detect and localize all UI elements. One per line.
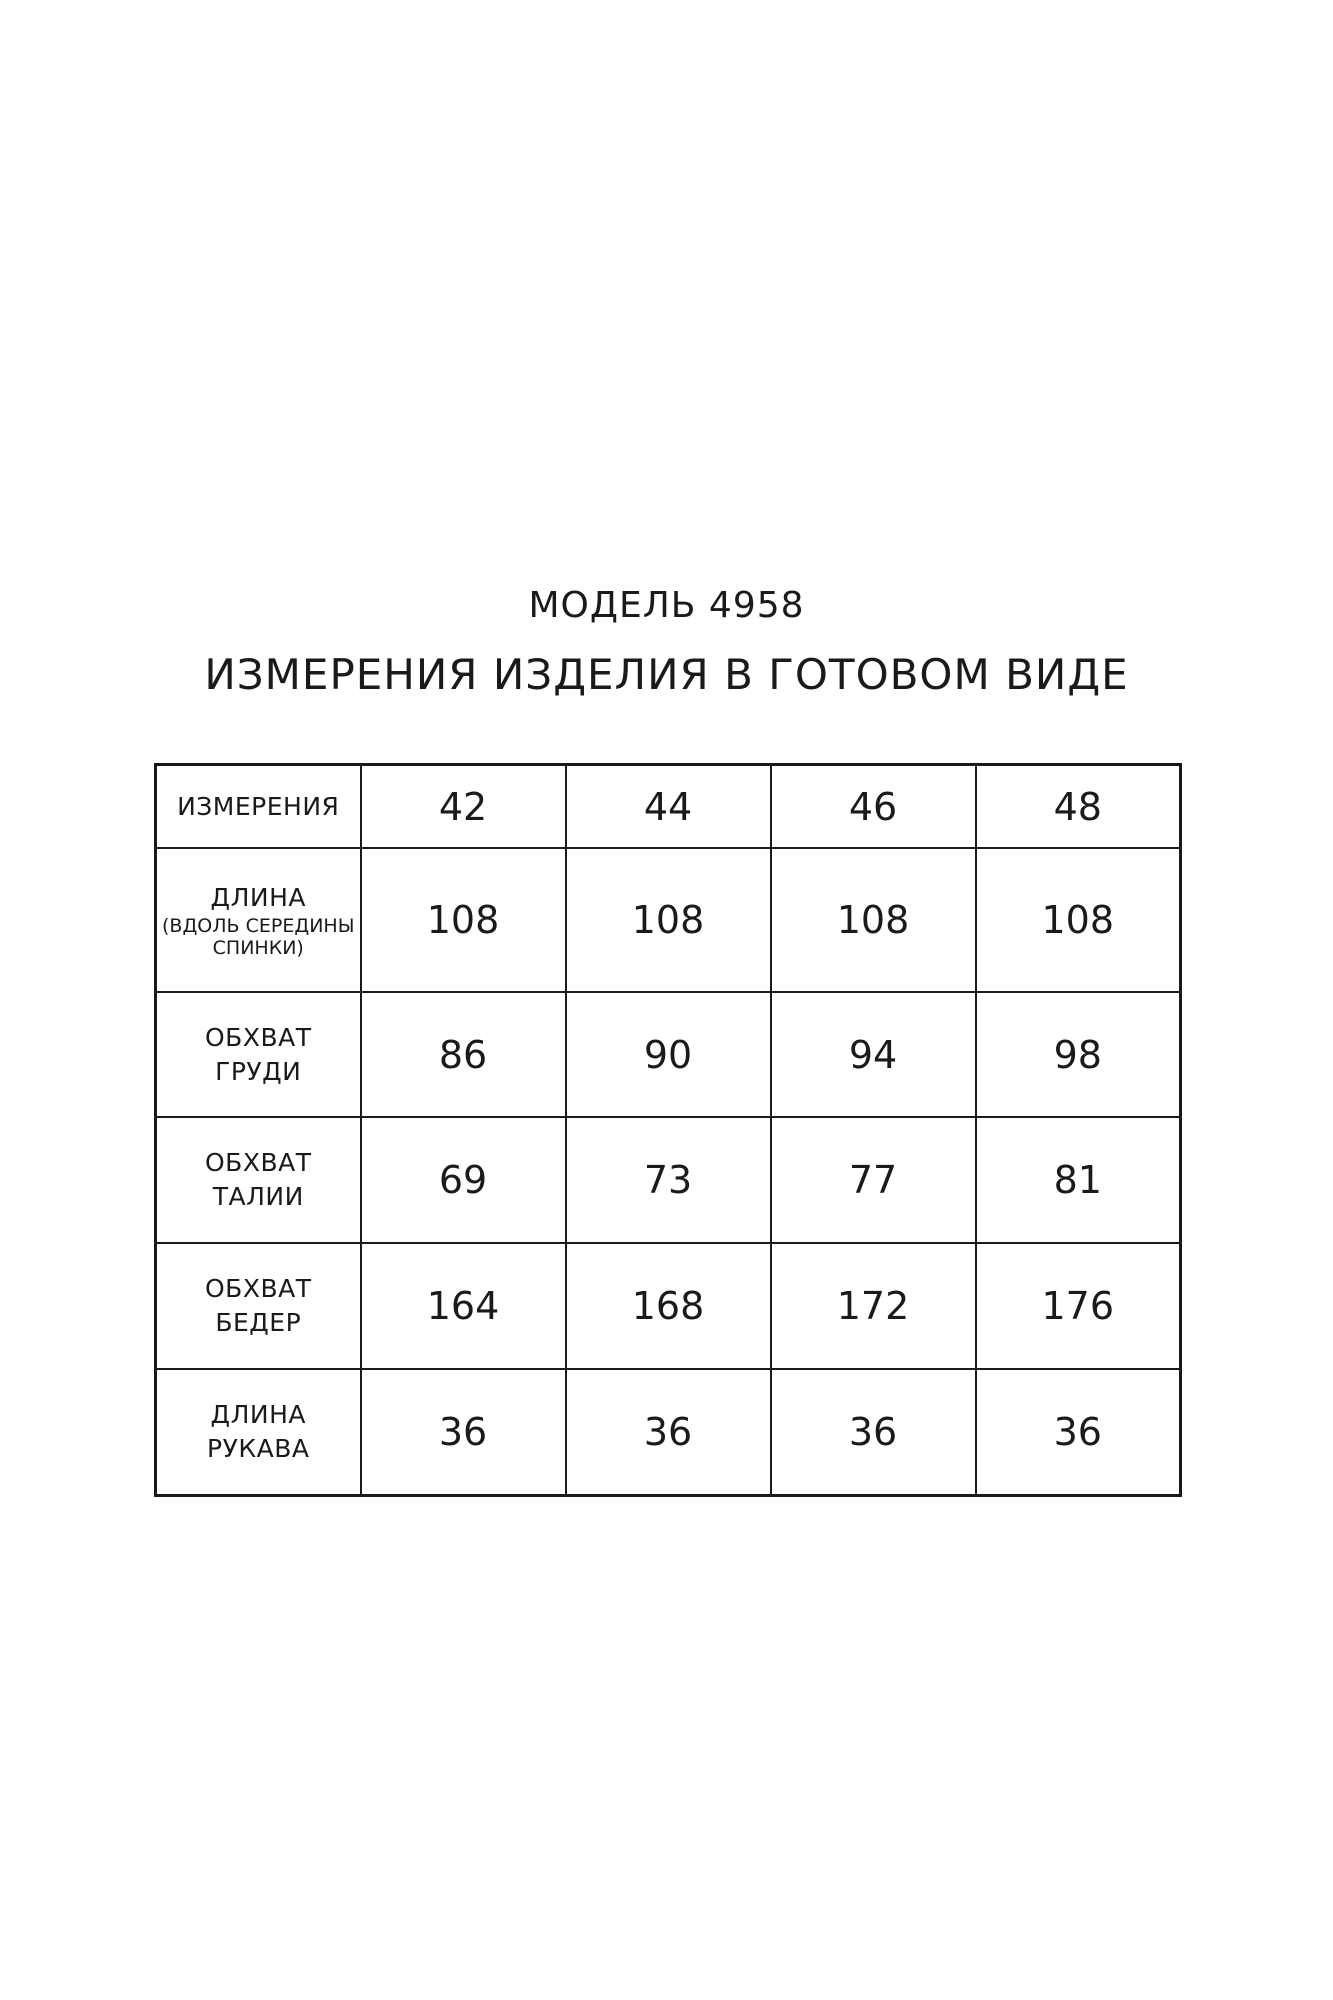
value-cell: 172 [771, 1243, 976, 1369]
value-cell: 36 [771, 1369, 976, 1496]
value-cell: 86 [361, 992, 566, 1118]
row-label-cell [156, 848, 361, 992]
value-cell: 168 [566, 1243, 771, 1369]
value-cell: 36 [566, 1369, 771, 1496]
table-row [156, 1369, 1181, 1496]
row-label-line2: РУКАВА [207, 1433, 310, 1463]
model-title: МОДЕЛЬ 4958 [528, 585, 805, 626]
value-cell: 69 [361, 1117, 566, 1243]
row-label-line2: ТАЛИИ [212, 1182, 304, 1212]
row-label-line1: ОБХВАТ [205, 1148, 312, 1178]
value-cell: 98 [976, 992, 1181, 1118]
table-row [156, 992, 1181, 1118]
header-label-cell: ИЗМЕРЕНИЯ [156, 765, 361, 849]
value-cell: 164 [361, 1243, 566, 1369]
value-cell: 73 [566, 1117, 771, 1243]
size-table [154, 763, 1182, 1497]
size-header-cell: 44 [566, 765, 771, 849]
row-label-cell [156, 1369, 361, 1496]
row-label-line1: ДЛИНА [210, 1399, 306, 1429]
value-cell: 108 [771, 848, 976, 992]
value-cell: 94 [771, 992, 976, 1118]
table-row [156, 848, 1181, 992]
size-header-cell: 48 [976, 765, 1181, 849]
value-cell: 36 [361, 1369, 566, 1496]
row-label-line1: ДЛИНА [210, 882, 306, 912]
value-cell: 36 [976, 1369, 1181, 1496]
row-label-line2: БЕДЕР [215, 1307, 302, 1337]
row-label-cell [156, 1243, 361, 1369]
table-row [156, 1243, 1181, 1369]
row-label-line1: ОБХВАТ [205, 1273, 312, 1303]
row-label-line1: ОБХВАТ [205, 1022, 312, 1052]
table-row [156, 1117, 1181, 1243]
value-cell: 90 [566, 992, 771, 1118]
value-cell: 108 [976, 848, 1181, 992]
value-cell: 77 [771, 1117, 976, 1243]
row-label-cell [156, 992, 361, 1118]
table-header-row [156, 765, 1181, 849]
value-cell: 81 [976, 1117, 1181, 1243]
size-header-cell: 46 [771, 765, 976, 849]
row-label-note: (ВДОЛЬ СЕРЕДИНЫ СПИНКИ) [162, 914, 355, 959]
page-title: ИЗМЕРЕНИЯ ИЗДЕЛИЯ В ГОТОВОМ ВИДЕ [204, 650, 1129, 699]
value-cell: 108 [566, 848, 771, 992]
size-header-cell: 42 [361, 765, 566, 849]
row-label-cell [156, 1117, 361, 1243]
row-label-line2: ГРУДИ [215, 1056, 302, 1086]
value-cell: 108 [361, 848, 566, 992]
value-cell: 176 [976, 1243, 1181, 1369]
